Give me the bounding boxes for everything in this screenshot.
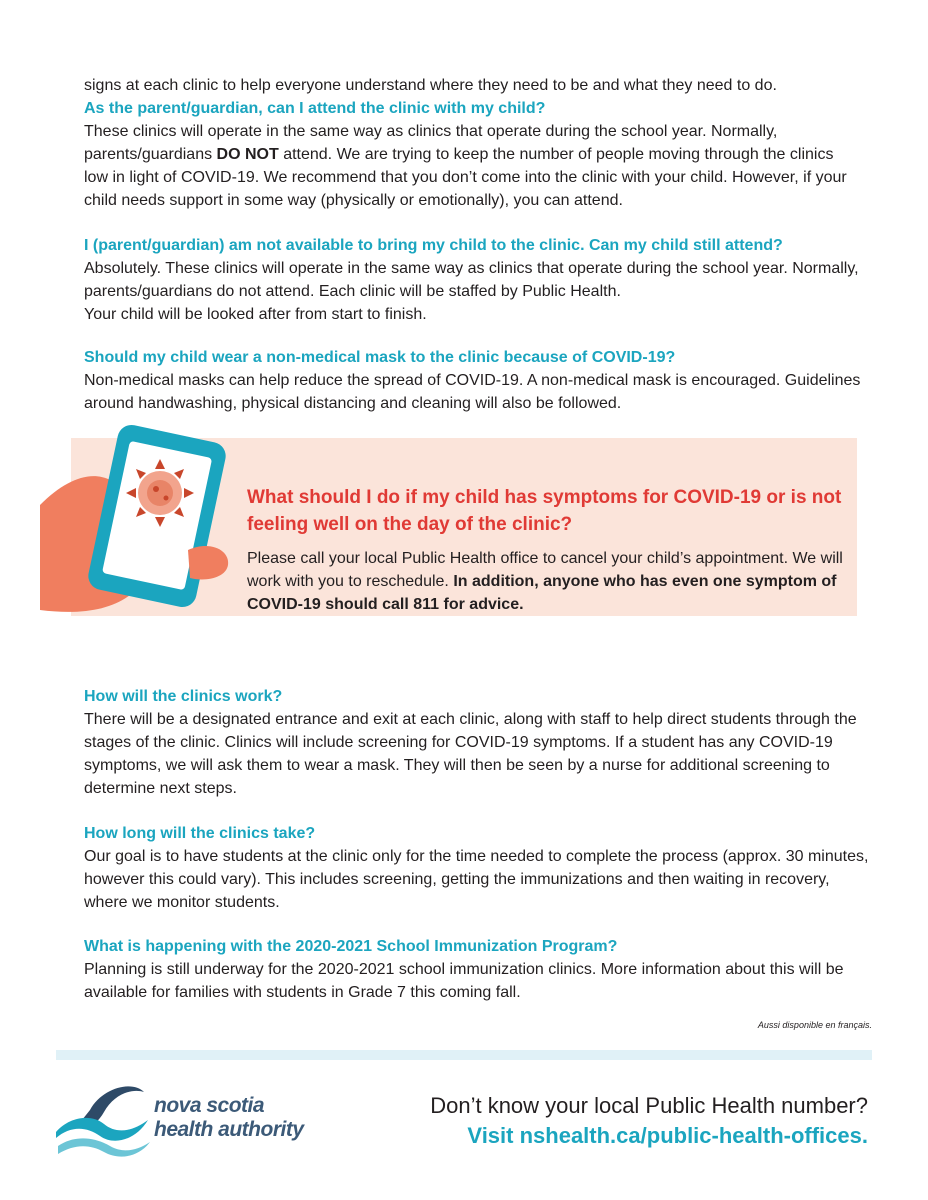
faq-question-attend: As the parent/guardian, can I attend the clinic with my child?	[84, 100, 546, 117]
faq-answer-attend	[84, 120, 856, 212]
faq-question-mask: Should my child wear a non-medical mask to the clinic because of COVID-19?	[84, 349, 676, 366]
footer-link[interactable]: Visit nshealth.ca/public-health-offices.	[467, 1123, 868, 1148]
faq-answer-attend-post: attend. We are trying to keep the number of people moving through the clinics low in light of COVID-19. We recommend that you don’t come into the clinic with your child. However, if your child needs support in some way (physically or emotionally), you can attend.	[84, 146, 847, 209]
faq-answer-how-work: There will be a designated entrance and exit at each clinic, along with staff to help direct students through the stages of the clinic. Clinics will include screening for COVID-19 symptoms. If a student has any COVID-19 symptoms, we will ask them to wear a mask. They will then be seen by a nurse for additional screening to determine next steps.	[84, 711, 857, 797]
callout-body-plain: Please call your local Public Health office to cancel your child’s appointment. We will work with you to reschedule.	[247, 550, 843, 590]
faq-answer-not-available-line1: Absolutely. These clinics will operate in the same way as clinics that operate during the school year. Normally, parents/guardians do not attend. Each clinic will be staffed by Public Health.	[84, 260, 859, 300]
faq-answer-not-available	[84, 257, 864, 326]
faq-answer-mask: Non-medical masks can help reduce the spread of COVID-19. A non-medical mask is encouraged. Guidelines around handwashing, physical distancing and cleaning will also be followed.	[84, 372, 861, 412]
logo-line1: nova scotia	[154, 1094, 265, 1117]
footer-divider	[56, 1050, 872, 1060]
faq-answer-how-long: Our goal is to have students at the clinic only for the time needed to complete the process (approx. 30 minutes, however this could vary). This includes screening, getting the immunizations and then waiting in recovery, where we monitor students.	[84, 848, 869, 911]
hand-holding-phone-virus-icon	[40, 410, 240, 625]
faq-answer-program: Planning is still underway for the 2020-2021 school immunization clinics. More information about this will be available for families with students in Grade 7 this coming fall.	[84, 961, 844, 1001]
faq-question-program: What is happening with the 2020-2021 School Immunization Program?	[84, 938, 618, 955]
logo-line2: health authority	[154, 1118, 304, 1141]
callout-body-bold: In addition, anyone who has even one symptom of COVID-19 should call 811 for advice.	[247, 573, 837, 613]
faq-question-how-long: How long will the clinics take?	[84, 825, 316, 842]
faq-question-how-work: How will the clinics work?	[84, 688, 283, 705]
faq-answer-not-available-line2: Your child will be looked after from start to finish.	[84, 306, 427, 323]
footer-question: Don’t know your local Public Health number?	[430, 1093, 868, 1118]
callout-body	[247, 547, 847, 616]
intro-line: signs at each clinic to help everyone understand where they need to be and what they need to do.	[84, 77, 777, 94]
faq-answer-attend-bold: DO NOT	[216, 146, 279, 163]
callout-title: What should I do if my child has symptoms for COVID-19 or is not feeling well on the day of the clinic?	[247, 487, 842, 535]
french-availability-note: Aussi disponible en français.	[757, 1020, 872, 1030]
logo-wordmark	[154, 1094, 304, 1142]
faq-answer-attend-pre: These clinics will operate in the same way as clinics that operate during the school year. Normally, parents/guardians	[84, 123, 778, 163]
faq-question-not-available: I (parent/guardian) am not available to bring my child to the clinic. Can my child still attend?	[84, 237, 783, 254]
